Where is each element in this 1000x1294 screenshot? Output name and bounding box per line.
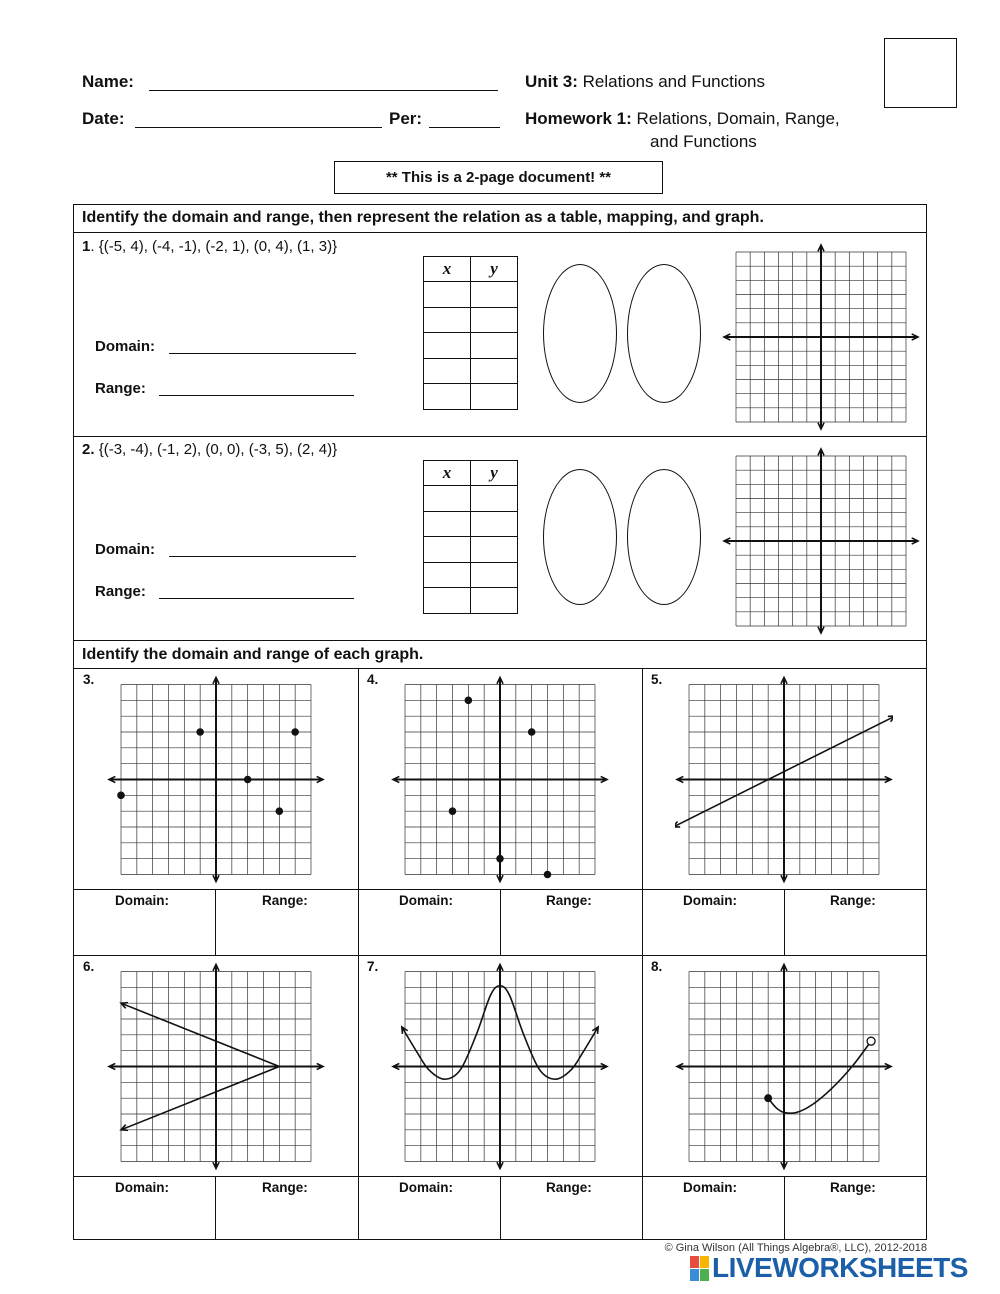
unit-label: Unit 3:	[525, 72, 578, 91]
brand-name: LIVEWORKSHEETS	[712, 1252, 968, 1283]
graph-number: 3.	[83, 672, 95, 687]
table-cell[interactable]	[424, 333, 471, 359]
mapping-range-oval[interactable]	[627, 264, 701, 403]
divider	[73, 232, 927, 233]
y-header: y	[471, 461, 518, 486]
table-cell[interactable]	[471, 307, 518, 333]
data-point	[291, 728, 299, 736]
homework-label: Homework 1:	[525, 109, 632, 128]
relation-set: {(-5, 4), (-4, -1), (-2, 1), (0, 4), (1, 3)}	[98, 238, 338, 255]
y-header: y	[471, 257, 518, 282]
problem-number: 2.	[82, 441, 95, 458]
homework-title-2: and Functions	[650, 132, 757, 151]
divider	[73, 640, 927, 641]
data-point	[117, 792, 125, 800]
graph-3	[107, 673, 325, 886]
graph-5	[675, 673, 893, 886]
table-cell[interactable]	[424, 562, 471, 588]
table-cell[interactable]	[471, 588, 518, 614]
x-header: x	[424, 257, 471, 282]
table-cell[interactable]	[424, 282, 471, 308]
problem-number: 1	[82, 238, 91, 255]
data-point	[449, 807, 457, 815]
table-cell[interactable]	[424, 588, 471, 614]
open-endpoint	[867, 1037, 875, 1045]
answer-divider	[500, 1176, 501, 1240]
range-label: Range:	[830, 1180, 876, 1195]
divider	[73, 436, 927, 437]
domain-label: Domain:	[95, 541, 155, 558]
graph-number: 8.	[651, 959, 663, 974]
answer-divider	[215, 1176, 216, 1240]
name-label: Name:	[82, 72, 134, 91]
section1-instruction: Identify the domain and range, then represent the relation as a table, mapping, and graph.	[82, 209, 764, 226]
table-cell[interactable]	[424, 486, 471, 512]
data-point	[544, 871, 552, 879]
column-divider	[358, 668, 359, 1240]
per-label: Per:	[389, 109, 423, 128]
domain-label: Domain:	[115, 1180, 169, 1195]
table-cell[interactable]	[471, 511, 518, 537]
coordinate-grid[interactable]	[722, 446, 920, 636]
table-cell[interactable]	[471, 562, 518, 588]
table-cell[interactable]	[424, 307, 471, 333]
section2-instruction: Identify the domain and range of each graph.	[82, 646, 424, 663]
graph-4	[391, 673, 609, 886]
range-answer-field[interactable]	[159, 598, 354, 599]
date-label: Date:	[82, 109, 125, 128]
data-point	[244, 776, 252, 784]
graph-7	[391, 960, 609, 1173]
answer-divider	[784, 1176, 785, 1240]
range-label: Range:	[546, 893, 592, 908]
copyright: © Gina Wilson (All Things Algebra®, LLC), 2012-2018	[664, 1242, 927, 1254]
notice-text: ** This is a 2-page document! **	[385, 169, 612, 186]
domain-answer-field[interactable]	[169, 556, 356, 557]
table-cell[interactable]	[424, 537, 471, 563]
name-field[interactable]	[149, 90, 498, 91]
table-cell[interactable]	[424, 358, 471, 384]
mapping-domain-oval[interactable]	[543, 264, 617, 403]
domain-answer-field[interactable]	[169, 353, 356, 354]
data-point	[496, 855, 504, 863]
table-cell[interactable]	[471, 537, 518, 563]
domain-label: Domain:	[399, 1180, 453, 1195]
relation-set: {(-3, -4), (-1, 2), (0, 0), (-3, 5), (2, 4)}	[98, 441, 338, 458]
liveworksheets-logo-icon	[690, 1256, 710, 1282]
range-label: Range:	[546, 1180, 592, 1195]
table-cell[interactable]	[424, 384, 471, 410]
graph-number: 6.	[83, 959, 95, 974]
domain-label: Domain:	[399, 893, 453, 908]
table-cell[interactable]	[471, 358, 518, 384]
range-label: Range:	[95, 380, 146, 397]
problem-2-statement	[82, 441, 337, 458]
table-cell[interactable]	[471, 333, 518, 359]
coordinate-grid[interactable]	[722, 242, 920, 432]
xy-table[interactable]	[423, 256, 518, 410]
domain-label: Domain:	[683, 893, 737, 908]
mapping-range-oval[interactable]	[627, 469, 701, 605]
problem-1-statement: 1. {(-5, 4), (-4, -1), (-2, 1), (0, 4), (1, 3)}	[82, 238, 338, 255]
range-answer-field[interactable]	[159, 395, 354, 396]
graph-number: 7.	[367, 959, 379, 974]
range-label: Range:	[95, 583, 146, 600]
data-point	[528, 728, 536, 736]
divider	[73, 955, 927, 956]
data-point	[465, 697, 473, 705]
x-header: x	[424, 461, 471, 486]
domain-label: Domain:	[683, 1180, 737, 1195]
homework-heading	[525, 109, 840, 129]
table-cell[interactable]	[471, 486, 518, 512]
graph-6	[107, 960, 325, 1173]
graph-8	[675, 960, 893, 1173]
divider	[73, 668, 927, 669]
range-label: Range:	[830, 893, 876, 908]
table-cell[interactable]	[424, 511, 471, 537]
date-field[interactable]	[135, 127, 382, 128]
unit-title: Relations and Functions	[582, 72, 766, 91]
domain-label: Domain:	[115, 893, 169, 908]
closed-endpoint	[764, 1094, 772, 1102]
range-label: Range:	[262, 893, 308, 908]
data-point	[276, 807, 284, 815]
period-field[interactable]	[429, 127, 500, 128]
answer-divider	[784, 889, 785, 955]
xy-table[interactable]	[423, 460, 518, 614]
graph-number: 4.	[367, 672, 379, 687]
data-point	[196, 728, 204, 736]
graph-number: 5.	[651, 672, 663, 687]
domain-label: Domain:	[95, 338, 155, 355]
table-cell[interactable]	[471, 282, 518, 308]
answer-divider	[215, 889, 216, 955]
range-label: Range:	[262, 1180, 308, 1195]
homework-title-1: Relations, Domain, Range,	[636, 109, 840, 128]
table-cell[interactable]	[471, 384, 518, 410]
answer-divider	[500, 889, 501, 955]
unit-heading	[525, 72, 765, 92]
score-box[interactable]	[884, 38, 957, 108]
mapping-domain-oval[interactable]	[543, 469, 617, 605]
column-divider	[642, 668, 643, 1240]
